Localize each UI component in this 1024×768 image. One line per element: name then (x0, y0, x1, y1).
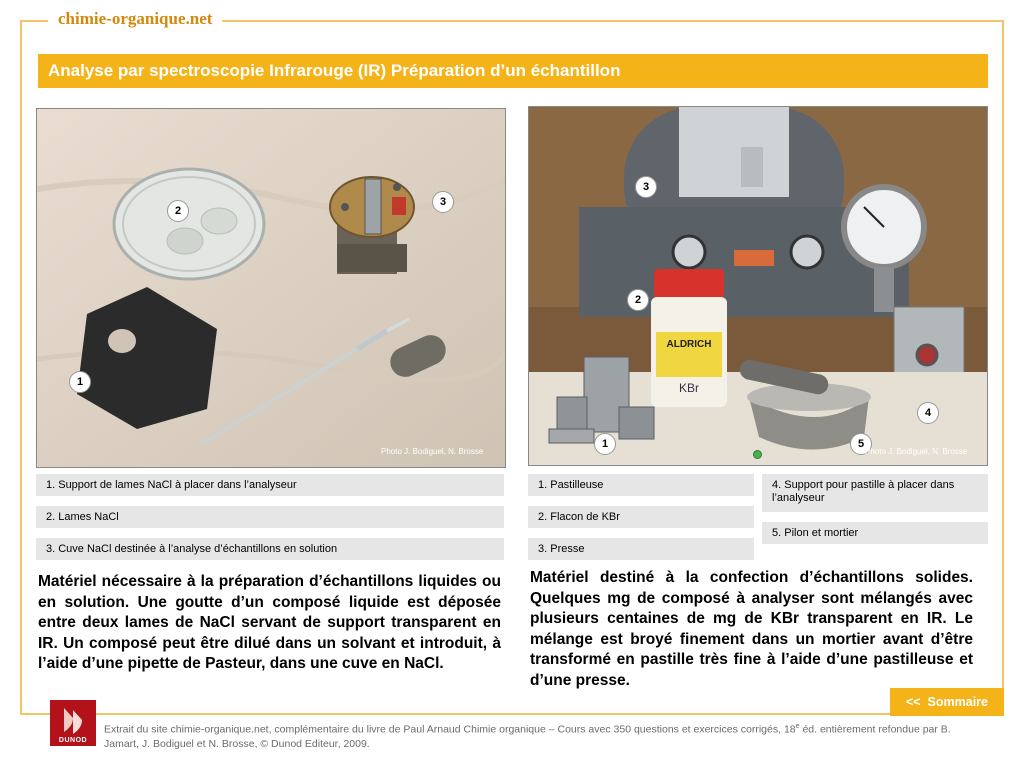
label-kbr-bottle: 2. Flacon de KBr (528, 506, 754, 528)
label-pellet-die: 1. Pastilleuse (528, 474, 754, 496)
footer-text-end: éd. entièrement refondue par B. Jamart, J. Bodiguel et N. Brosse, © Dunod Editeur, 2009. (104, 723, 951, 750)
label-press: 3. Presse (528, 538, 754, 560)
marker-5: 5 (850, 433, 872, 455)
label-nacl-support: 1. Support de lames NaCl à placer dans l’analyseur (36, 474, 504, 496)
footer-citation (104, 720, 984, 751)
back-arrow-icon: << (905, 695, 921, 709)
marker-2: 2 (627, 289, 649, 311)
marker-4: 4 (917, 402, 939, 424)
photo-liquid-sample-equipment (36, 108, 506, 468)
label-pellet-support: 4. Support pour pastille à placer dans l’analyseur (762, 474, 988, 512)
label-nacl-plates: 2. Lames NaCl (36, 506, 504, 528)
footer-superscript: e (795, 723, 800, 730)
paragraph-solid-samples: Matériel destiné à la confection d’échantillons solides. Quelques mg de composé à analyser sont mélangés avec plusieurs centaines de mg de KBr transparent en IR. Le mélange est broyé finement dans un mortier avant d’être transformé en pastille très fine à l’aide d’une pastilleuse et d’une presse. (530, 569, 973, 689)
marker-3: 3 (432, 191, 454, 213)
bottle-label: KBr (678, 381, 700, 395)
photo-credit: Photo J. Bodiguel, N. Brosse (865, 447, 968, 456)
footer-text-start: Extrait du site chimie-organique.net, complémentaire du livre de Paul Arnaud Chimie organique – Cours avec 350 questions et exercices corrigés, 18 (104, 723, 796, 736)
paragraph-liquid-samples: Matériel nécessaire à la préparation d’échantillons liquides ou en solution. Une goutte d’un composé liquide est déposée entre deux lames de NaCl servant de support transparent en IR. Un composé peut être dilué dans un solvant et introduit, à l’aide d’une pipette de Pasteur, dans une cuve en NaCl. (38, 573, 501, 672)
marker-1: 1 (594, 433, 616, 455)
green-dot (753, 450, 762, 459)
bottle-brand: ALDRICH (666, 339, 712, 350)
sommaire-label: Sommaire (927, 695, 988, 709)
sommaire-button[interactable] (890, 688, 1004, 716)
label-nacl-cell: 3. Cuve NaCl destinée à l’analyse d’échantillons en solution (36, 538, 504, 560)
page-title: Analyse par spectroscopie Infrarouge (IR) Préparation d’un échantillon (38, 54, 988, 88)
label-mortar-pestle: 5. Pilon et mortier (762, 522, 988, 544)
site-name[interactable]: chimie-organique.net (48, 9, 222, 29)
marker-2: 2 (167, 200, 189, 222)
marker-1: 1 (69, 371, 91, 393)
photo-credit: Photo J. Bodiguel, N. Brosse (381, 447, 484, 456)
logo-text: DUNOD (58, 737, 88, 744)
dunod-logo[interactable] (50, 700, 96, 746)
marker-3: 3 (635, 176, 657, 198)
